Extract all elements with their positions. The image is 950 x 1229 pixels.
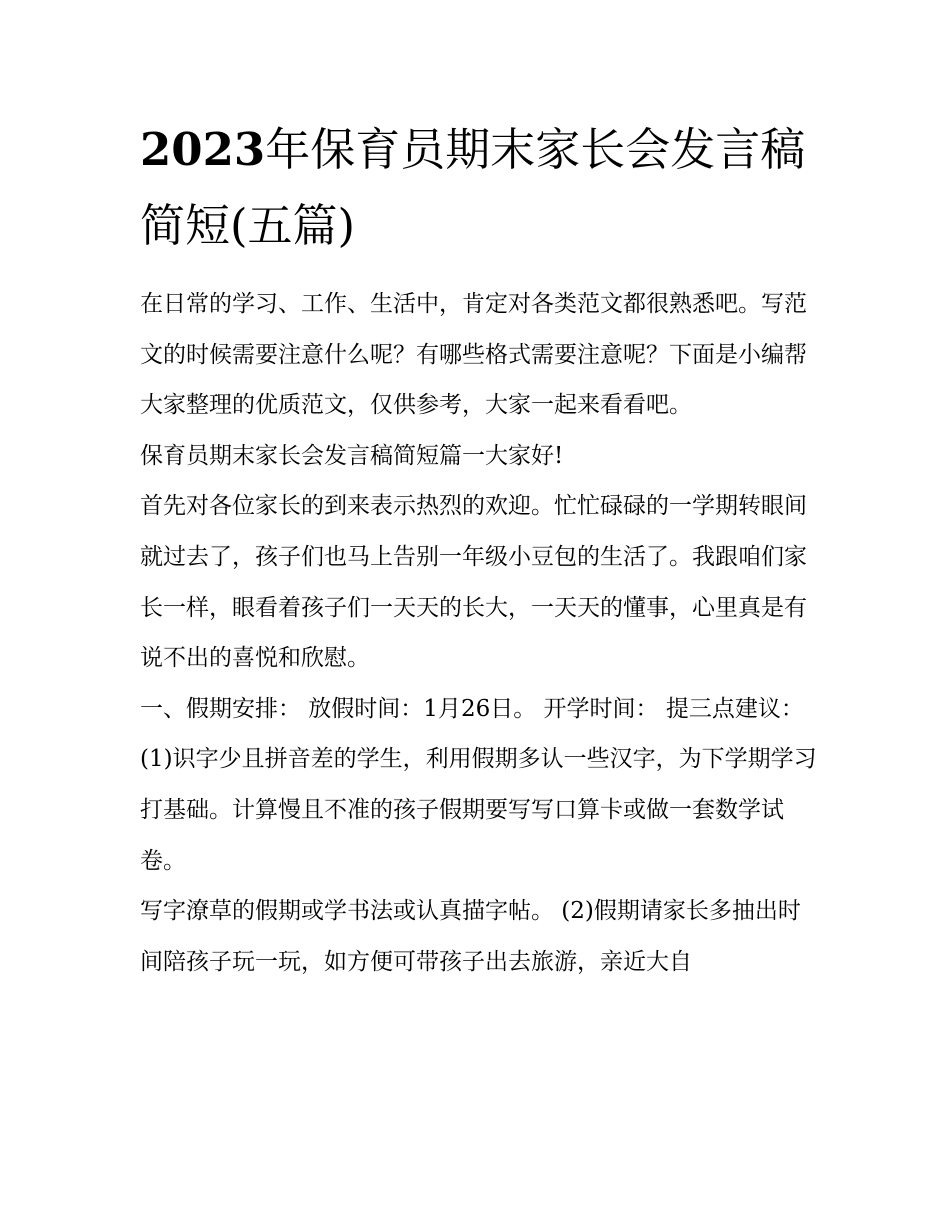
paragraph-intro: 在日常的学习、工作、生活中，肯定对各类范文都很熟悉吧。写范文的时候需要注意什么呢？有哪些格式需要注意呢？下面是小编帮大家整理的优质范文，仅供参考，大家一起来看看吧。 bbox=[140, 291, 807, 419]
paragraph-suggestion-2: 写字潦草的假期或学书法或认真描字帖。 (2)假期请家长多抽出时间陪孩子玩一玩，如方便可带孩子出去旅游，亲近大自 bbox=[140, 898, 801, 975]
paragraph-heading: 保育员期末家长会发言稿简短篇一大家好! bbox=[140, 442, 564, 469]
paragraph-suggestion-1: (1)识字少且拼音差的学生，利用假期多认一些汉字，为下学期学习打基础。计算慢且不准的孩子假期要写写口算卡或做一套数学试卷。 bbox=[140, 746, 817, 874]
paragraph-welcome: 首先对各位家长的到来表示热烈的欢迎。忙忙碌碌的一学期转眼间就过去了，孩子们也马上告别一年级小豆包的生活了。我跟咱们家长一样，眼看着孩子们一天天的长大，一天天的懂事，心里真是有说不出的喜悦和欣慰。 bbox=[140, 493, 807, 672]
paragraph-holiday-arrangement: 一、假期安排： 放假时间：1月26日。 开学时间： 提三点建议： bbox=[140, 695, 804, 722]
title-text: 年保育员期末家长会发言稿简短(五篇) bbox=[140, 123, 806, 252]
document-title bbox=[140, 112, 820, 264]
document-body bbox=[140, 279, 820, 987]
title-year: 2023 bbox=[140, 123, 266, 176]
